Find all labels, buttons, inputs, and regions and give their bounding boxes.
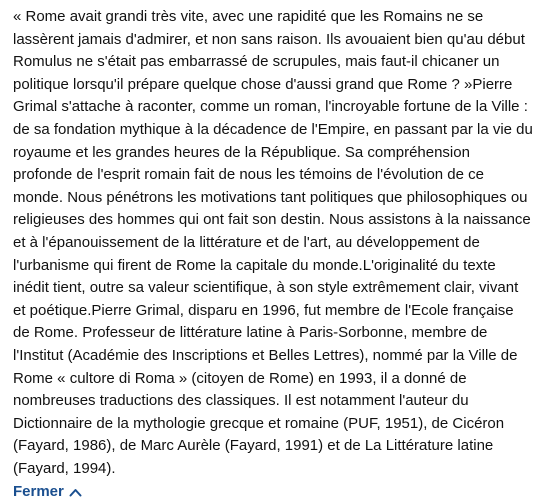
- description-text: « Rome avait grandi très vite, avec une rapidité que les Romains ne se lassèrent jamais d'admirer, et non sans raison. Ils avouaient bien qu'au début Romulus ne s'était pas embarrassé de scrupules, mais faut-il chicaner un politique lorsqu'il prépare quelque chose d'aussi grand que Rome ? »Pierre Grimal s'attache à raconter, comme un roman, l'incroyable fortune de la Ville : de sa fondation mythique à la décadence de l'Empire, en passant par la vie du royaume et les grandes heures de la République. Sa compréhension profonde de l'esprit romain fait de nous les témoins de l'évolution de ce monde. Nous pénétrons les motivations tant politiques que philosophiques ou religieuses des hommes qui ont fait son destin. Nous assistons à la naissance et à l'épanouissement de la littérature et de l'art, au développement de l'urbanisme qui firent de Rome la capitale du monde.L'originalité du texte inédit tient, outre sa valeur scientifique, à son style extrêmement clair, vivant et poétique.Pierre Grimal, disparu en 1996, fut membre de l'Ecole française de Rome. Professeur de littérature latine à Paris-Sorbonne, membre de l'Institut (Académie des Inscriptions et Belles Lettres), nommé par la Ville de Rome « cultore di Roma » (citoyen de Rome) en 1993, il a donné de nombreuses traductions des classiques. Il est notamment l'auteur du Dictionnaire de la mythologie grecque et romaine (PUF, 1951), de Cicéron (Fayard, 1986), de Marc Aurèle (Fayard, 1991) et de La Littérature latine (Fayard, 1994).: [13, 8, 533, 477]
- book-description: [13, 6, 533, 504]
- collapse-label: Fermer: [13, 483, 64, 501]
- chevron-up-icon: [69, 488, 82, 497]
- collapse-button[interactable]: [13, 481, 82, 504]
